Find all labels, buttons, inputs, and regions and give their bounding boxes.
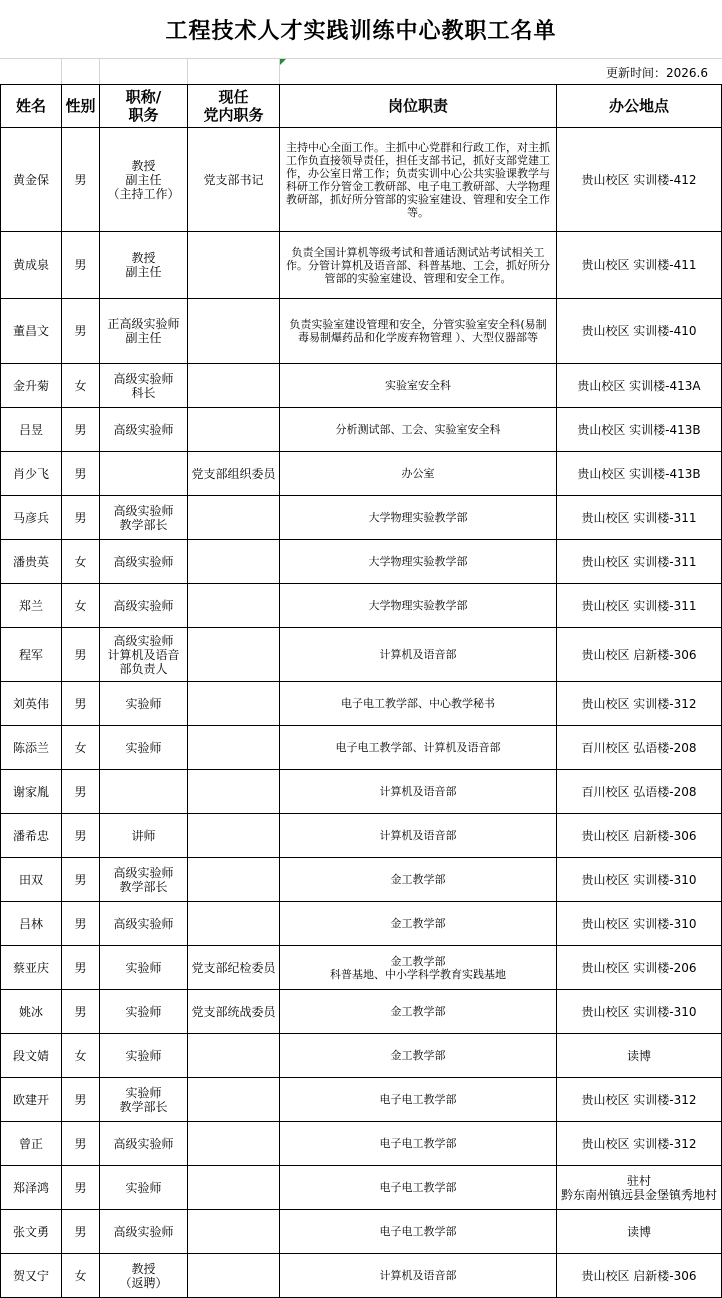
comment-marker-icon [280,59,286,65]
cell-party-position [188,770,280,814]
table-row [1,452,722,496]
cell-gender: 女 [62,726,100,770]
cell-title-position: 实验师 [100,990,188,1034]
cell-gender: 男 [62,1078,100,1122]
cell-gender: 男 [62,496,100,540]
cell-name: 程军 [1,628,62,682]
cell-party-position: 党支部书记 [188,128,280,232]
cell-office: 贵山校区 实训楼-206 [557,946,722,990]
table-row [1,1078,722,1122]
cell-office: 贵山校区 实训楼-312 [557,1122,722,1166]
table-row [1,814,722,858]
cell-title-position: 高级实验师 计算机及语音 部负责人 [100,628,188,682]
cell-gender: 男 [62,682,100,726]
cell-office: 贵山校区 实训楼-413A [557,364,722,408]
table-row [1,540,722,584]
cell-gender: 男 [62,858,100,902]
cell-name: 潘贵英 [1,540,62,584]
cell-office: 百川校区 弘语楼-208 [557,726,722,770]
cell-office: 贵山校区 实训楼-412 [557,128,722,232]
cell-duties: 金工教学部 [280,902,557,946]
cell-duties: 电子电工教学部、计算机及语音部 [280,726,557,770]
cell-gender: 女 [62,584,100,628]
update-time: 更新时间：2026.6 [606,66,708,80]
cell-name: 欧建开 [1,1078,62,1122]
cell-party-position [188,682,280,726]
cell-name: 曾正 [1,1122,62,1166]
table-row [1,990,722,1034]
cell-duties: 电子电工教学部 [280,1078,557,1122]
cell-party-position [188,496,280,540]
cell-title-position: 高级实验师 [100,1122,188,1166]
cell-title-position: 实验师 [100,726,188,770]
sheet-title: 工程技术人才实践训练中心教职工名单 [165,18,557,44]
cell-office: 贵山校区 实训楼-311 [557,584,722,628]
table-row [1,1166,722,1210]
cell-name: 陈添兰 [1,726,62,770]
cell-gender: 男 [62,408,100,452]
cell-title-position: 高级实验师 教学部长 [100,858,188,902]
cell-office: 贵山校区 实训楼-310 [557,902,722,946]
cell-duties: 实验室安全科 [280,364,557,408]
cell-duties: 电子电工教学部 [280,1166,557,1210]
cell-party-position: 党支部纪检委员 [188,946,280,990]
cell-title-position [100,770,188,814]
cell-duties: 计算机及语音部 [280,1254,557,1298]
cell-gender: 男 [62,299,100,364]
cell-title-position: 高级实验师 [100,408,188,452]
cell-title-position: 实验师 [100,682,188,726]
cell-duties: 计算机及语音部 [280,814,557,858]
cell-office: 读博 [557,1034,722,1078]
cell-name: 郑泽鸿 [1,1166,62,1210]
cell-gender: 女 [62,540,100,584]
cell-gender: 女 [62,364,100,408]
cell-party-position [188,726,280,770]
cell-duties: 大学物理实验教学部 [280,540,557,584]
table-row [1,858,722,902]
cell-office: 贵山校区 实训楼-310 [557,990,722,1034]
cell-title-position: 高级实验师 教学部长 [100,496,188,540]
table-row [1,364,722,408]
cell-title-position: 实验师 [100,946,188,990]
cell-office: 贵山校区 实训楼-410 [557,299,722,364]
header-party-position: 现任 党内职务 [188,85,280,128]
cell-duties: 负责全国计算机等级考试和普通话测试站考试相关工作。分管计算机及语音部、科普基地、工会，抓好所分管部的实验室建设、管理和安全工作。 [280,232,557,299]
cell-name: 马彦兵 [1,496,62,540]
cell-duties: 电子电工教学部、中心教学秘书 [280,682,557,726]
cell-duties: 电子电工教学部 [280,1122,557,1166]
cell-name: 董昌文 [1,299,62,364]
cell-party-position [188,902,280,946]
cell-duties: 金工教学部 [280,990,557,1034]
cell-title-position: 实验师 教学部长 [100,1078,188,1122]
cell-gender: 女 [62,1034,100,1078]
cell-gender: 男 [62,902,100,946]
header-name: 姓名 [1,85,62,128]
cell-name: 刘英伟 [1,682,62,726]
table-row [1,770,722,814]
cell-title-position: 实验师 [100,1034,188,1078]
cell-duties: 负责实验室建设管理和安全，分管实验室安全科(易制毒易制爆药品和化学废弃物管理 ）、大型仪器部等 [280,299,557,364]
table-row [1,128,722,232]
cell-name: 贺又宁 [1,1254,62,1298]
table-row [1,628,722,682]
cell-title-position: 讲师 [100,814,188,858]
header-duties: 岗位职责 [280,85,557,128]
cell-duties: 计算机及语音部 [280,628,557,682]
cell-gender: 男 [62,628,100,682]
cell-duties: 主持中心全面工作。主抓中心党群和行政工作，对主抓工作负直接领导责任，担任支部书记，抓好支部党建工作，办公室日常工作；负责实训中心公共实验课教学与科研工作分管金工教研部、电子电工教研部、大学物理教研部，抓好所分管部的实验室建设、管理和安全工作等。 [280,128,557,232]
cell-gender: 男 [62,990,100,1034]
cell-title-position: 教授 （返聘） [100,1254,188,1298]
cell-office: 贵山校区 实训楼-311 [557,540,722,584]
cell-party-position: 党支部组织委员 [188,452,280,496]
cell-title-position: 高级实验师 科长 [100,364,188,408]
cell-gender: 男 [62,1166,100,1210]
table-row [1,726,722,770]
table-row [1,299,722,364]
cell-name: 肖少飞 [1,452,62,496]
table-row [1,232,722,299]
cell-name: 郑兰 [1,584,62,628]
cell-name: 姚冰 [1,990,62,1034]
cell-duties: 大学物理实验教学部 [280,496,557,540]
cell-gender: 女 [62,1254,100,1298]
cell-office: 贵山校区 实训楼-310 [557,858,722,902]
cell-duties: 金工教学部 [280,858,557,902]
cell-name: 张文勇 [1,1210,62,1254]
cell-party-position [188,540,280,584]
staff-table-body [1,128,722,1298]
cell-name: 谢家胤 [1,770,62,814]
cell-office: 贵山校区 实训楼-413B [557,452,722,496]
cell-title-position: 实验师 [100,1166,188,1210]
cell-party-position [188,299,280,364]
cell-office: 贵山校区 启新楼-306 [557,628,722,682]
cell-party-position [188,1034,280,1078]
cell-duties: 计算机及语音部 [280,770,557,814]
cell-office: 驻村 黔东南州镇远县金堡镇秀地村 [557,1166,722,1210]
cell-duties: 金工教学部 [280,1034,557,1078]
cell-party-position [188,814,280,858]
header-row [1,85,722,128]
cell-party-position [188,584,280,628]
table-row [1,902,722,946]
cell-office: 读博 [557,1210,722,1254]
table-row [1,682,722,726]
cell-duties: 办公室 [280,452,557,496]
cell-title-position: 教授 副主任 （主持工作） [100,128,188,232]
table-row [1,1122,722,1166]
cell-gender: 男 [62,946,100,990]
cell-duties: 大学物理实验教学部 [280,584,557,628]
table-row [1,1254,722,1298]
cell-title-position: 正高级实验师 副主任 [100,299,188,364]
cell-party-position [188,1166,280,1210]
staff-table [0,84,722,1298]
header-office: 办公地点 [557,85,722,128]
cell-duties: 分析测试部、工会、实验室安全科 [280,408,557,452]
cell-title-position: 教授 副主任 [100,232,188,299]
cell-office: 贵山校区 实训楼-413B [557,408,722,452]
cell-duties: 电子电工教学部 [280,1210,557,1254]
cell-party-position [188,232,280,299]
cell-office: 贵山校区 启新楼-306 [557,814,722,858]
cell-party-position [188,1254,280,1298]
cell-party-position: 党支部统战委员 [188,990,280,1034]
cell-gender: 男 [62,128,100,232]
cell-name: 吕昱 [1,408,62,452]
cell-name: 黄金保 [1,128,62,232]
table-row [1,496,722,540]
table-row [1,1210,722,1254]
table-row [1,1034,722,1078]
cell-office: 贵山校区 实训楼-311 [557,496,722,540]
header-title-position: 职称/ 职务 [100,85,188,128]
cell-title-position: 高级实验师 [100,540,188,584]
cell-name: 吕林 [1,902,62,946]
cell-name: 黄成泉 [1,232,62,299]
cell-name: 潘希忠 [1,814,62,858]
table-row [1,946,722,990]
cell-party-position [188,364,280,408]
cell-name: 田双 [1,858,62,902]
cell-office: 贵山校区 实训楼-312 [557,1078,722,1122]
cell-title-position [100,452,188,496]
header-gender: 性别 [62,85,100,128]
cell-office: 贵山校区 启新楼-306 [557,1254,722,1298]
cell-title-position: 高级实验师 [100,1210,188,1254]
cell-gender: 男 [62,232,100,299]
cell-gender: 男 [62,1210,100,1254]
table-row [1,584,722,628]
cell-office: 贵山校区 实训楼-411 [557,232,722,299]
cell-party-position [188,628,280,682]
cell-office: 贵山校区 实训楼-312 [557,682,722,726]
cell-party-position [188,408,280,452]
cell-name: 蔡亚庆 [1,946,62,990]
cell-name: 段文婧 [1,1034,62,1078]
cell-title-position: 高级实验师 [100,584,188,628]
cell-name: 金升菊 [1,364,62,408]
cell-party-position [188,1122,280,1166]
cell-gender: 男 [62,770,100,814]
cell-duties: 金工教学部 科普基地、中小学科学教育实践基地 [280,946,557,990]
table-row [1,408,722,452]
cell-gender: 男 [62,452,100,496]
cell-party-position [188,858,280,902]
cell-title-position: 高级实验师 [100,902,188,946]
cell-party-position [188,1078,280,1122]
cell-party-position [188,1210,280,1254]
cell-gender: 男 [62,814,100,858]
cell-office: 百川校区 弘语楼-208 [557,770,722,814]
cell-gender: 男 [62,1122,100,1166]
